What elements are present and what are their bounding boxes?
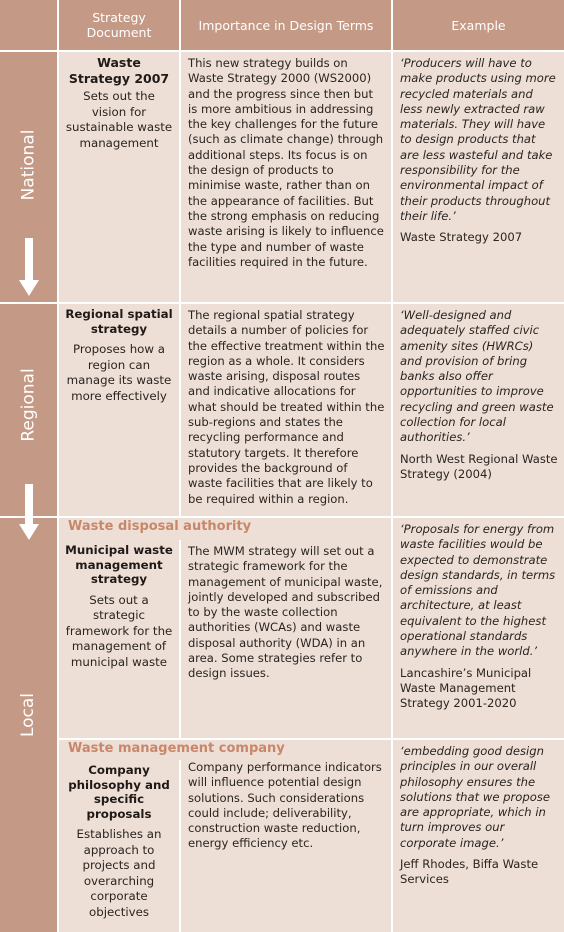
subheading-waste-disposal-authority: Waste disposal authority: [59, 518, 391, 540]
example-quote: ‘Producers will have to make products using more recycled materials and less newly extracted raw materials. They will have to design products that are less wasteful and take responsibility for the environmental impact of their products throughout their life.’: [400, 56, 556, 223]
example-quote: ‘embedding good design principles in our overall philosophy ensures the solutions that we propose are appropriate, which in turn improves our corporate image.’: [400, 744, 551, 850]
header-corner: [0, 0, 57, 50]
wda-importance-cell: [181, 540, 391, 738]
down-arrow-icon: [19, 484, 39, 542]
regional-importance-cell: [181, 304, 391, 516]
importance-text: Company performance indicators will influence potential design solutions. Such considerations could include; deliverability, construction waste reduction, energy efficiency etc.: [188, 760, 382, 851]
doc-description: Establishes an approach to projects and overarching corporate objectives: [76, 827, 162, 919]
header-importance: [181, 0, 391, 50]
doc-description: Proposes how a region can manage its waste more effectively: [66, 342, 172, 403]
national-importance-cell: [181, 52, 391, 302]
example-source: Jeff Rhodes, Biffa Waste Services: [400, 857, 539, 887]
band-label-local: Local: [18, 692, 39, 738]
national-doc-cell: [59, 52, 179, 302]
header-strategy-document: [59, 0, 179, 50]
importance-text: This new strategy builds on Waste Strategy 2000 (WS2000) and the progress since then but is more ambitious in addressing the key challenges for the future (such as climate change) through additional steps. Its focus is on the design of products to minimise waste, rather than on the appearance of facilities. But the strong emphasis on reducing waste arising is likely to influence the type and number of waste facilities required in the future.: [188, 56, 384, 269]
company-doc-cell: [59, 760, 179, 932]
example-source: North West Regional Waste Strategy (2004): [400, 451, 558, 481]
subheading-waste-management-company: Waste management company: [59, 740, 391, 760]
doc-title: Company philosophy and specific proposals: [68, 763, 170, 821]
importance-text: The regional spatial strategy details a number of policies for the effective treatment within the region as a whole. It considers waste arising, disposal routes and indicative allocations for what should be treated within the sub-regions and states the recycling performance and statutory targets. It therefore provides the background of waste facilities that are likely to be required within a region.: [188, 308, 385, 506]
header-strategy-document-label: Strategy Document: [86, 10, 152, 40]
doc-title: Waste Strategy 2007: [68, 55, 170, 86]
company-example-cell: [393, 740, 564, 932]
doc-description: Sets out a strategic framework for the management of municipal waste: [65, 592, 173, 669]
down-arrow-icon: [19, 238, 39, 298]
doc-title: Regional spatial strategy: [65, 307, 173, 336]
band-label-national: National: [18, 129, 39, 201]
band-label-regional: Regional: [18, 368, 39, 442]
doc-description: Sets out the vision for sustainable waste management: [65, 89, 173, 150]
header-example-label: Example: [451, 17, 506, 33]
example-quote: ‘Well-designed and adequately staffed civic amenity sites (HWRCs) and provision of bring banks also offer opportunities to improve recycling and green waste collection for local authorities.’: [400, 308, 554, 445]
example-source: Lancashire’s Municipal Waste Management Strategy 2001-2020: [400, 665, 532, 711]
example-quote: ‘Proposals for energy from waste facilities would be expected to demonstrate design standards, in terms of emissions and architecture, at least equivalent to the highest operational standards anywhere in the world.’: [400, 522, 556, 659]
wda-example-cell: [393, 518, 564, 738]
national-example-cell: [393, 52, 564, 302]
example-source: Waste Strategy 2007: [400, 230, 523, 245]
importance-text: The MWM strategy will set out a strategic framework for the management of municipal waste, jointly developed and subscribed to by the waste collection authorities (WCAs) and waste disposal authority (WDA) in an area. Some strategies refer to design issues.: [188, 544, 383, 681]
doc-title: Municipal waste management strategy: [65, 543, 173, 586]
header-importance-label: Importance in Design Terms: [198, 17, 374, 33]
header-example: [393, 0, 564, 50]
regional-doc-cell: [59, 304, 179, 516]
regional-example-cell: [393, 304, 564, 516]
wda-doc-cell: [59, 540, 179, 738]
company-importance-cell: [181, 760, 391, 932]
